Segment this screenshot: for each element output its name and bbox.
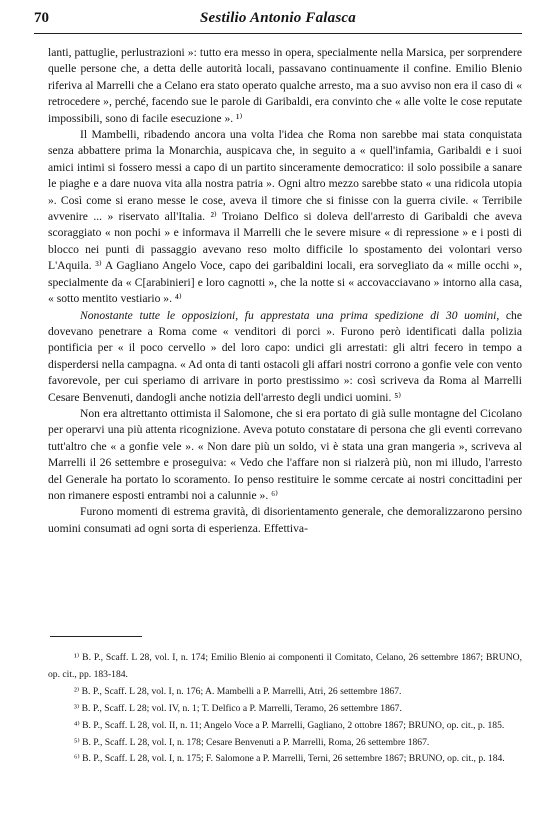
footnote-3: ³⁾ B. P., Scaff. L 28; vol. IV, n. 1; T. Delfico a P. Marrelli, Teramo, 26 settembre 1867. [74, 702, 402, 714]
paragraph-4: Non era altrettanto ottimista il Salomone, che si era portato di già sulle montagne del Cicolano per operarvi una più attenta ricognizione. Aveva potuto constatare di persona che gli eventi correvano tutt'altro che « a gonfie vele ». « Non dare più un soldo, vi è stata una gran mangeria », scriveva al Marrelli il 26 settembre e proseguiva: « Vedo che l'affare non si rialzerà più, non mi illudo, l'arresto del Generale ha portato lo scoramento. Io penso restituire le somme cercate ai nostri concittadini per non rimanere esposti entrambi noi a calunnie ». ⁶⁾ [48, 406, 522, 502]
footnote-5: ⁵⁾ B. P., Scaff. L 28, vol. I, n. 178; Cesare Benvenuti a P. Marrelli, Roma, 26 settembre 1867. [74, 736, 430, 748]
footnote-4: ⁴⁾ B. P., Scaff. L 28, vol. II, n. 11; Angelo Voce a P. Marrelli, Gagliano, 2 ottobre 1867; BRUNO, op. cit., p. 185. [74, 719, 505, 731]
paragraph-3-italic: Nonostante tutte le opposizioni, fu apprestata una prima spedizione di 30 uomini, [80, 308, 500, 322]
paragraph-3-rest: che dovevano penetrare a Roma come « venditori di porci ». Furono però identificati dalla polizia pontificia per « il poco cervello » del loro capo: undici gli arrestati: gli altri fecero in tempo a disperdersi nella campagna. « Ad onta di tanti ostacoli gli affari nostri corrono a gonfie vele con vento favorevole, per cui speriamo di arrivare in porto prestissimo »: così scriveva da Roma al Marrelli Cesare Benvenuti, dandogli anche notizia dell'arresto degli undici uomini. ⁵⁾ [48, 308, 522, 404]
footnote-rule [50, 636, 142, 637]
running-header [34, 10, 522, 34]
paragraph-3 [48, 308, 522, 406]
footnote-6: ⁶⁾ B. P., Scaff. L 28, vol. I, n. 175; F. Salomone a P. Marrelli, Terni, 26 settembre 1867; BRUNO, op. cit., p. 184. [74, 753, 505, 765]
main-text [48, 45, 522, 537]
paragraph-1: lanti, pattuglie, perlustrazioni »: tutto era messo in opera, specialmente nella Marsica, per sorprendere quelle persone che, a detta delle autorità locali, passavano continuamente il confine. Emilio Blenio riferiva al Marrelli che a Celano era stato operato qualche arresto, ma a suo avviso non era il caso di « retrocedere », perché, facendo sue le parole di Garibaldi, era convinto che « alle volte le cose reputate impossibili, sono di facile esecuzione ». ¹⁾ [48, 46, 522, 125]
footnote-2: ²⁾ B. P., Scaff. L 28, vol. I, n. 176; A. Mambelli a P. Marrelli, Atri, 26 settembre 1867. [74, 685, 402, 697]
paragraph-5: Furono momenti di estrema gravità, di disorientamento generale, che demoralizzarono persino uomini consumati ad ogni sorta di esperienza. Effettiva- [48, 505, 522, 535]
page-number: 70 [34, 10, 49, 26]
header-rule [34, 33, 522, 34]
paragraph-2: Il Mambelli, ribadendo ancora una volta l'idea che Roma non sarebbe mai stata conquistata senza abbattere prima la Monarchia, auspicava che, in seguito a « quell'infamia, Garibaldi e i suoi amici intimi si fossero messi a capo di un partito sinceramente democratico: il solo possibile a sanare le piaghe e a dare nuova vita alla nostra patria ». Ogni altro mezzo sarebbe stato « una ridicola utopia ». Così come si erano messe le cose, aveva il timore che si finisse con la guerra civile. « Terribile avvenire ... » riservato all'Italia. ²⁾ Troiano Delfico si doleva dell'arresto di Garibaldi che aveva scoraggiato « non pochi » e informava il Marrelli che le severe misure « di repressione » e i posti di blocco nei punti di passaggio avevano reso molto difficile lo spostamento dei volontari verso L'Aquila. ³⁾ A Gagliano Angelo Voce, capo dei garibaldini locali, era sorvegliato da « mille occhi », specialmente da « C[arabinieri] e loro cagnotti », che la notte si « accovacciavano » intorno alla casa, « sotto mentito vestiario ». ⁴⁾ [48, 128, 522, 306]
footnotes [48, 650, 522, 768]
footnote-1: ¹⁾ B. P., Scaff. L 28, vol. I, n. 174; Emilio Blenio ai componenti il Comitato, Celano, 26 settembre 1867; BRUNO, op. cit., pp. 183-184. [48, 652, 522, 680]
running-title: Sestilio Antonio Falasca [200, 10, 356, 26]
